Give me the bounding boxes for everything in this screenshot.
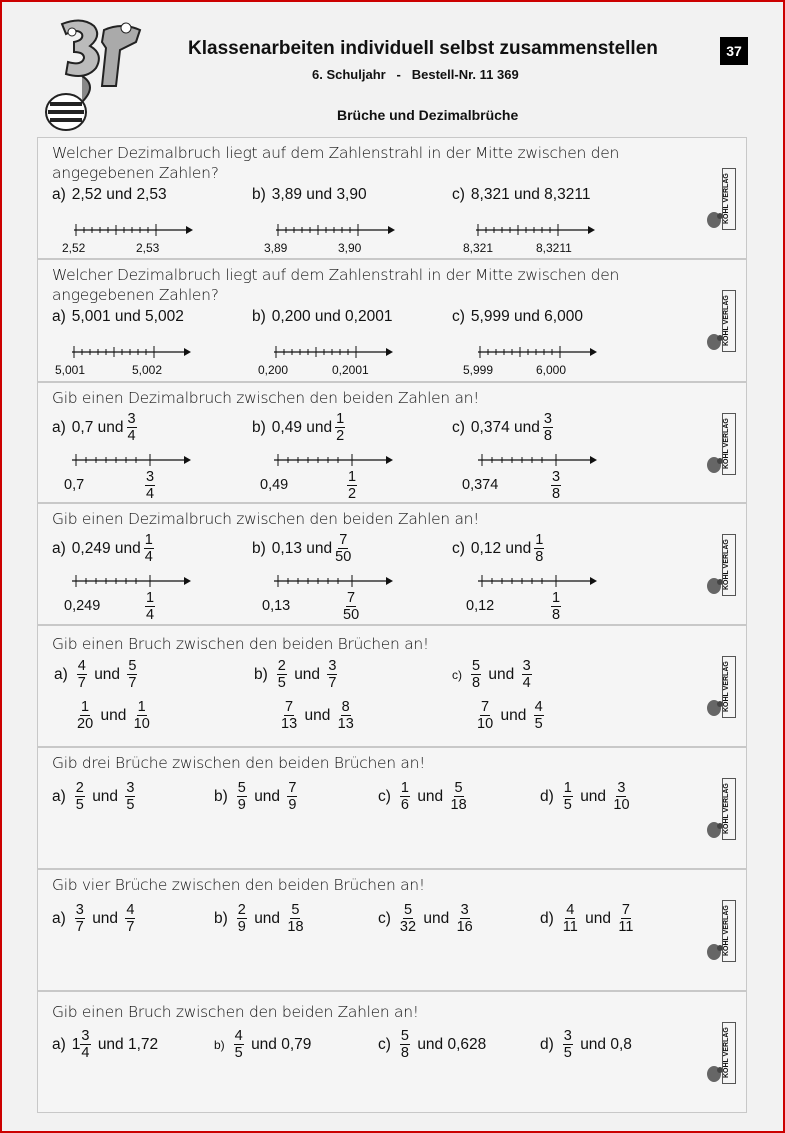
question-text: Gib einen Bruch zwischen den beiden Brüchen an! (52, 635, 429, 653)
item-c: c) 0,12 und $\frac{1}{8}$ (452, 532, 544, 565)
item-b: b) $\frac{2}{9}$ und $\frac{5}{18}$ (214, 902, 304, 935)
item-a: a) 0,7 und $\frac{3}{4}$ (52, 411, 136, 444)
item-b: b) $\frac{5}{9}$ und $\frac{7}{9}$ (214, 780, 297, 813)
number-line (274, 573, 394, 589)
item-a-second: $\frac{1}{20}$ und $\frac{1}{10}$ (77, 699, 150, 732)
fraction: $\frac{3}{8}$ (543, 411, 552, 444)
kohl-verlag-logo-icon: KOHL VERLAG (704, 286, 738, 376)
item-c: c) $\frac{5}{32}$ und $\frac{3}{16}$ (378, 902, 473, 935)
fraction: $\frac{7}{50}$ (335, 532, 352, 565)
tick-label-left: 3,89 (264, 241, 288, 255)
grade-label: 6. Schuljahr (312, 67, 386, 82)
question-text: Gib einen Dezimalbruch zwischen den beiden Zahlen an! (52, 389, 480, 407)
number-line (72, 573, 192, 589)
tick-label-right: 8,3211 (536, 241, 572, 255)
tick-label-left: 2,52 (62, 241, 86, 255)
worksheet-title: Klassenarbeiten individuell selbst zusammenstellen (188, 38, 658, 59)
item-b: b) $\frac{4}{5}$ und 0,79 (214, 1028, 312, 1061)
exercise-section-4 (37, 503, 747, 625)
number-line (72, 344, 192, 360)
kohl-verlag-logo-icon: KOHL VERLAG (704, 409, 738, 499)
order-number: Bestell-Nr. 11 369 (411, 67, 519, 82)
number-line (276, 222, 396, 238)
cartoon-numbers-logo-icon (42, 16, 160, 136)
question-text: Gib einen Dezimalbruch zwischen den beiden Zahlen an! (52, 510, 480, 528)
fraction: $\frac{1}{8}$ (535, 532, 544, 565)
fraction: $\frac{1}{2}$ (336, 411, 345, 444)
item-c (452, 186, 590, 204)
kohl-verlag-logo-icon: KOHL VERLAG (704, 652, 738, 742)
item-label: b) (252, 308, 266, 325)
item-text: 5,001 und 5,002 (71, 308, 184, 325)
header-subtitle (312, 67, 519, 82)
tick-label-left: 0,7 (64, 477, 85, 493)
item-a: a) 1 $\frac{3}{4}$ und 1,72 (52, 1028, 159, 1061)
item-label: c) (452, 308, 465, 325)
kohl-verlag-logo-icon: KOHL VERLAG (704, 1018, 738, 1108)
item-d: d) $\frac{1}{5}$ und $\frac{3}{10}$ (540, 780, 630, 813)
item-b: b) 0,13 und $\frac{7}{50}$ (252, 532, 352, 565)
item-c: c) $\frac{5}{8}$ und 0,628 (378, 1028, 487, 1061)
number-line (274, 344, 394, 360)
item-c (452, 308, 583, 326)
exercise-section-3 (37, 382, 747, 503)
item-text: 8,321 und 8,3211 (470, 186, 591, 203)
kohl-verlag-logo-icon: KOHL VERLAG (704, 774, 738, 864)
fraction: $\frac{1}{4}$ (144, 532, 153, 565)
item-a: a) $\frac{3}{7}$ und $\frac{4}{7}$ (52, 902, 135, 935)
tick-label-right: $\frac{7}{50}$ (343, 590, 360, 623)
tick-label-left: 0,200 (258, 363, 289, 377)
number-line (478, 344, 598, 360)
item-text: 2,52 und 2,53 (71, 186, 167, 203)
exercise-section-5 (37, 625, 747, 747)
number-line (478, 452, 598, 468)
question-text: Gib drei Brüche zwischen den beiden Brüchen an! (52, 754, 426, 772)
tick-label-right: $\frac{3}{8}$ (552, 469, 561, 502)
tick-label-left: 0,12 (466, 598, 495, 614)
tick-label-left: 0,13 (262, 598, 291, 614)
exercise-section-8 (37, 991, 747, 1113)
tick-label-left: 5,001 (55, 363, 86, 377)
exercise-section-1 (37, 137, 747, 259)
tick-label-right: $\frac{3}{4}$ (146, 469, 155, 502)
item-b (252, 308, 392, 326)
item-a: a) 0,249 und $\frac{1}{4}$ (52, 532, 153, 565)
tick-label-left: 0,374 (462, 477, 499, 493)
item-c: c) $\frac{1}{6}$ und $\frac{5}{18}$ (378, 780, 467, 813)
item-b (252, 186, 367, 204)
item-text: 0,200 und 0,2001 (271, 308, 393, 325)
tick-label-right: $\frac{1}{4}$ (146, 590, 155, 623)
page-number-badge: 37 (720, 37, 748, 65)
exercise-section-7 (37, 869, 747, 991)
item-b: b) $\frac{2}{5}$ und $\frac{3}{7}$ (254, 658, 337, 691)
item-a (52, 308, 184, 326)
number-line (274, 452, 394, 468)
exercise-section-6 (37, 747, 747, 869)
question-text: Gib vier Brüche zwischen den beiden Brüchen an! (52, 876, 425, 894)
tick-label-right: 6,000 (536, 363, 567, 377)
exercise-section-2 (37, 259, 747, 382)
tick-label-right: 3,90 (338, 241, 362, 255)
item-c: c) 0,374 und $\frac{3}{8}$ (452, 411, 552, 444)
tick-label-right: $\frac{1}{8}$ (552, 590, 561, 623)
item-a: a) $\frac{2}{5}$ und $\frac{3}{5}$ (52, 780, 135, 813)
item-label: c) (452, 186, 465, 203)
item-b: b) 0,49 und $\frac{1}{2}$ (252, 411, 345, 444)
item-c-second: $\frac{7}{10}$ und $\frac{4}{5}$ (477, 699, 543, 732)
kohl-verlag-logo-icon: KOHL VERLAG (704, 896, 738, 986)
kohl-verlag-logo-icon: KOHL VERLAG (704, 164, 738, 254)
item-a: a) $\frac{4}{7}$ und $\frac{5}{7}$ (54, 658, 137, 691)
item-label: a) (52, 308, 66, 325)
number-line (74, 222, 194, 238)
tick-label-right: $\frac{1}{2}$ (348, 469, 357, 502)
tick-label-left: 0,249 (64, 598, 101, 614)
number-line (476, 222, 596, 238)
item-label: b) (252, 186, 266, 203)
question-text: Gib einen Bruch zwischen den beiden Zahlen an! (52, 1003, 419, 1021)
item-c: c) $\frac{5}{8}$ und $\frac{3}{4}$ (452, 658, 531, 691)
question-text: Welcher Dezimalbruch liegt auf dem Zahlenstrahl in der Mitte zwischen den angegebenen Zahlen? (52, 144, 619, 182)
tick-label-left: 8,321 (463, 241, 494, 255)
item-d: d) $\frac{4}{11}$ und $\frac{7}{11}$ (540, 902, 634, 935)
tick-label-left: 5,999 (463, 363, 494, 377)
separator: - (396, 67, 401, 82)
kohl-verlag-logo-icon: KOHL VERLAG (704, 530, 738, 620)
number-line (478, 573, 598, 589)
item-label: a) (52, 186, 66, 203)
item-text: 5,999 und 6,000 (470, 308, 583, 325)
fraction: $\frac{3}{4}$ (127, 411, 136, 444)
tick-label-right: 2,53 (136, 241, 160, 255)
number-line (72, 452, 192, 468)
item-text: 3,89 und 3,90 (271, 186, 367, 203)
topic-title: Brüche und Dezimalbrüche (337, 107, 519, 123)
tick-label-right: 0,2001 (332, 363, 369, 377)
tick-label-right: 5,002 (132, 363, 163, 377)
tick-label-left: 0,49 (260, 477, 289, 493)
item-b-second: $\frac{7}{13}$ und $\frac{8}{13}$ (281, 699, 354, 732)
question-text: Welcher Dezimalbruch liegt auf dem Zahlenstrahl in der Mitte zwischen den angegebenen Zahlen? (52, 266, 619, 304)
item-a (52, 186, 167, 204)
item-d: d) $\frac{3}{5}$ und 0,8 (540, 1028, 632, 1061)
